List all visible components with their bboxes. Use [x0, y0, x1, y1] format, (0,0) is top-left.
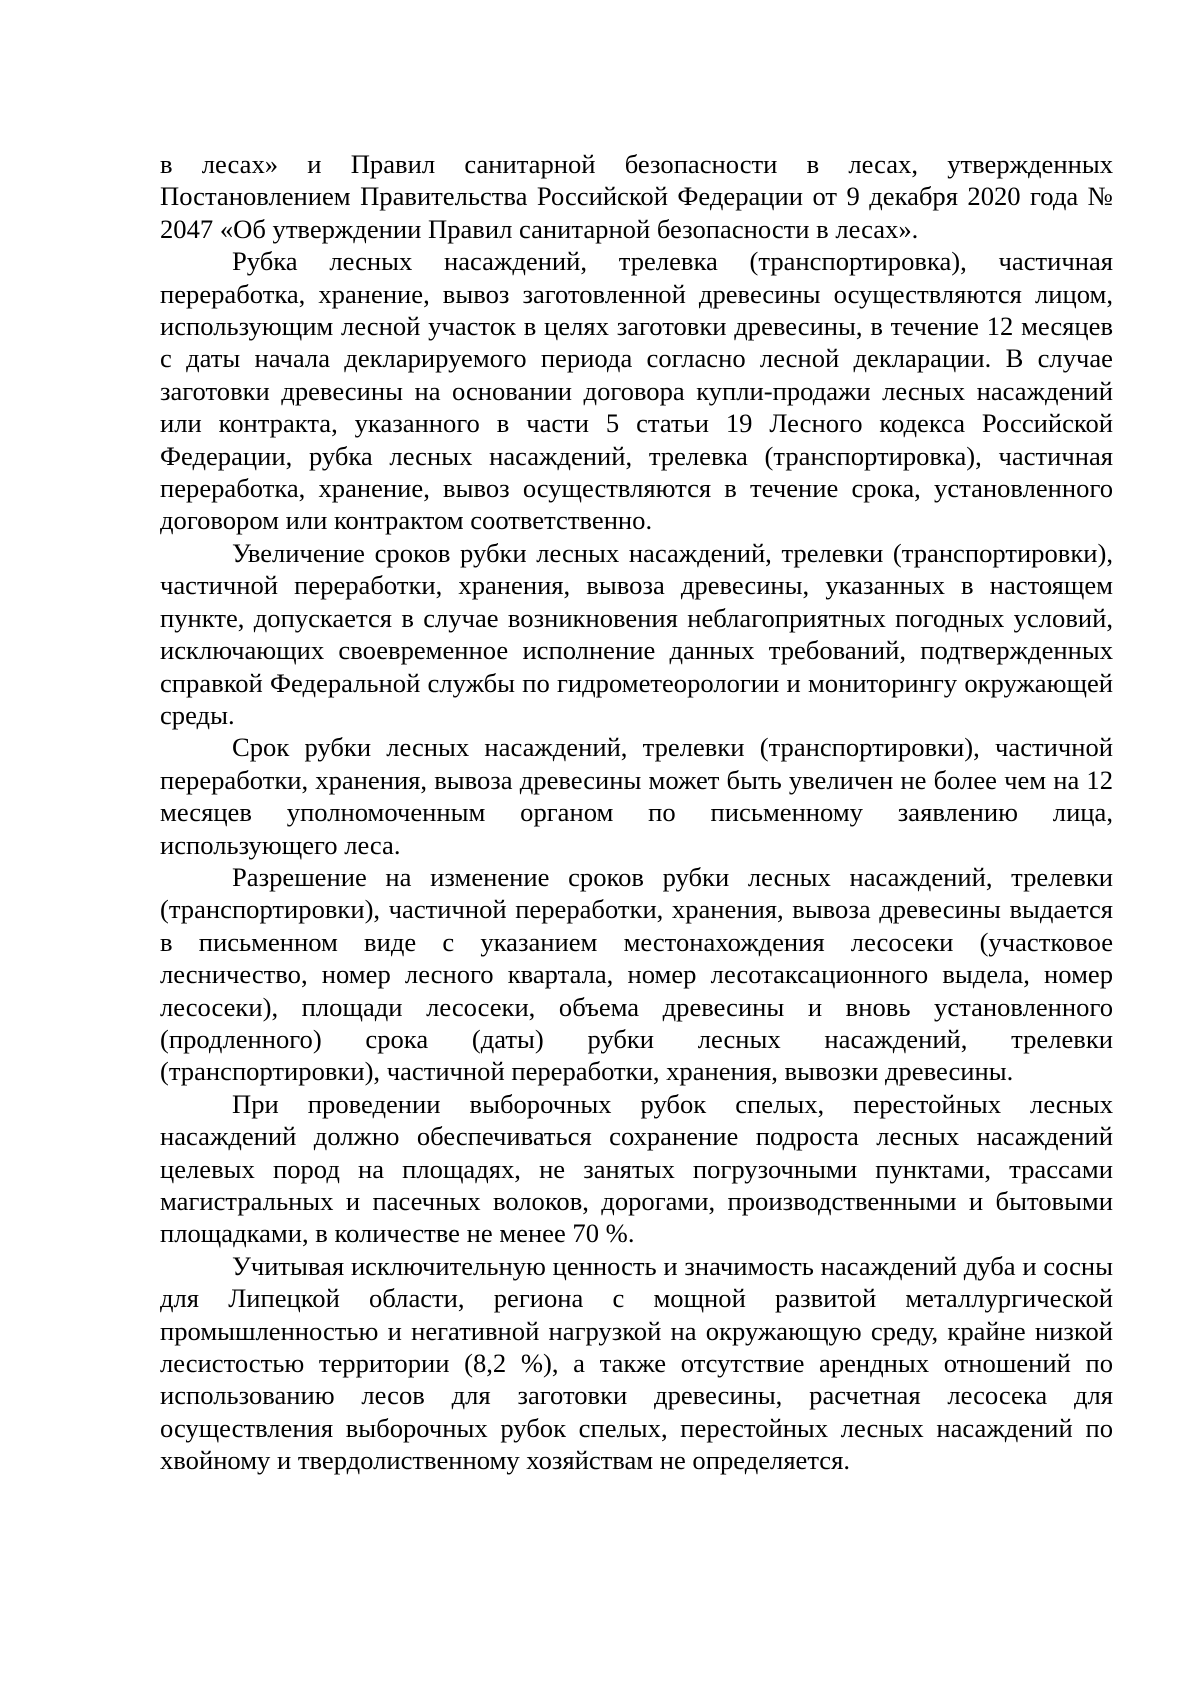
document-body [160, 148, 1113, 1477]
paragraph-lipetsk-region: Учитывая исключительную ценность и значимость насаждений дуба и сосны для Липецкой области, региона с мощной развитой металлургической промышленностью и негативной нагрузкой на окружающую среду, крайне низкой лесистостью территории (8,2 %), а также отсутствие арендных отношений по использованию лесов для заготовки древесины, расчетная лесосека для осуществления выборочных рубок спелых, перестойных лесных насаждений по хвойному и твердолиственному хозяйствам не определяется. [160, 1250, 1113, 1476]
paragraph-term-extension-weather: Увеличение сроков рубки лесных насаждений, трелевки (транспортировки), частичной переработки, хранения, вывоза древесины, указанных в настоящем пункте, допускается в случае возникновения неблагоприятных погодных условий, исключающих своевременное исполнение данных требований, подтвержденных справкой Федеральной службы по гидрометеорологии и мониторингу окружающей среды. [160, 537, 1113, 730]
paragraph-continuation: в лесах» и Правил санитарной безопасности в лесах, утвержденных Постановлением Правительства Российской Федерации от 9 декабря 2020 года № 2047 «Об утверждении Правил санитарной безопасности в лесах». [160, 149, 1113, 244]
paragraph-term-extension-limit: Срок рубки лесных насаждений, трелевки (транспортировки), частичной переработки, хранения, вывоза древесины может быть увеличен не более чем на 12 месяцев уполномоченным органом по письменному заявлению лица, использующего леса. [160, 732, 1113, 860]
paragraph-selective-felling: При проведении выборочных рубок спелых, перестойных лесных насаждений должно обеспечиваться сохранение подроста лесных насаждений целевых пород на площадях, не занятых погрузочными пунктами, трассами магистральных и пасечных волоков, дорогами, производственными и бытовыми площадками, в количестве не менее 70 %. [160, 1088, 1113, 1249]
paragraph-felling-terms: Рубка лесных насаждений, трелевка (транспортировка), частичная переработка, хранение, вывоз заготовленной древесины осуществляются лицом, использующим лесной участок в целях заготовки древесины, в течение 12 месяцев с даты начала декларируемого периода согласно лесной декларации. В случае заготовки древесины на основании договора купли-продажи лесных насаждений или контракта, указанного в части 5 статьи 19 Лесного кодекса Российской Федерации, рубка лесных насаждений, трелевка (транспортировка), частичная переработка, хранение, вывоз осуществляются в течение срока, установленного договором или контрактом соответственно. [160, 246, 1113, 536]
paragraph-extension-permit: Разрешение на изменение сроков рубки лесных насаждений, трелевки (транспортировки), частичной переработки, хранения, вывоза древесины выдается в письменном виде с указанием местонахождения лесосеки (участковое лесничество, номер лесного квартала, номер лесотаксационного выдела, номер лесосеки), площади лесосеки, объема древесины и вновь установленного (продленного) срока (даты) рубки лесных насаждений, трелевки (транспортировки), частичной переработки, хранения, вывозки древесины. [160, 861, 1113, 1087]
